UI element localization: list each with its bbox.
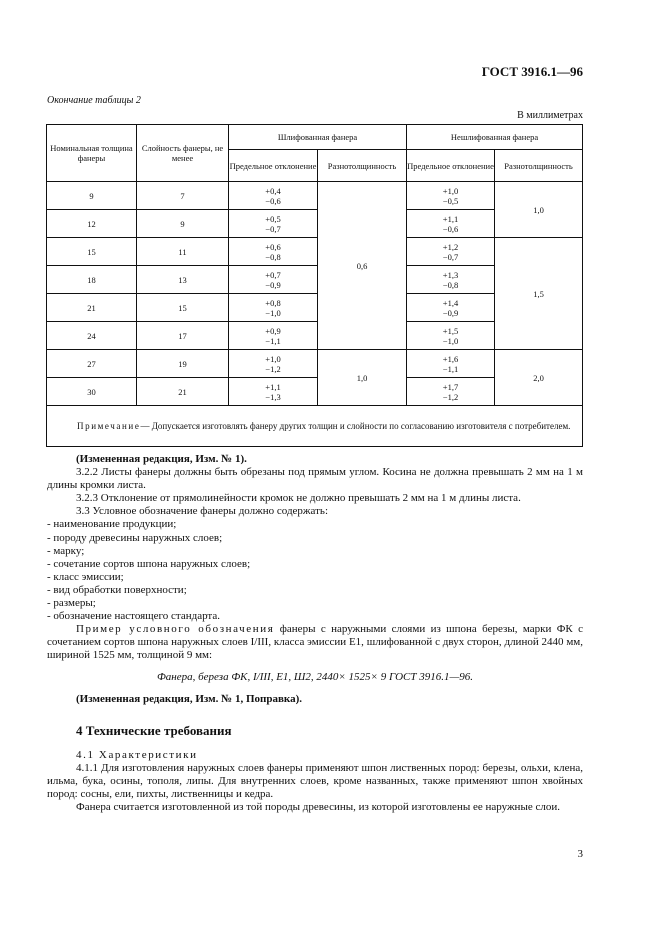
cell-thickness: 15 <box>47 238 137 266</box>
list-item: - марку; <box>47 544 85 557</box>
header-nominal-thickness: Номинальная толщина фанеры <box>47 125 137 182</box>
cell-layers: 7 <box>137 182 229 210</box>
deviation-minus: −1,1 <box>265 335 281 346</box>
table-row <box>47 350 583 378</box>
cell-thickness: 24 <box>47 322 137 350</box>
deviation-plus: +0,9 <box>265 325 281 336</box>
deviation-minus: −1,3 <box>265 391 281 402</box>
deviation-minus: −0,8 <box>265 251 281 262</box>
deviation-plus: +1,3 <box>442 269 459 280</box>
deviation-plus: +1,1 <box>442 213 459 224</box>
paragraph-3-2-3: 3.2.3 Отклонение от прямолинейности кромок не должно превышать 2 мм на 1 м длины листа. <box>76 492 521 505</box>
cell-thickness: 30 <box>47 378 137 406</box>
header-sanded: Шлифованная фанера <box>229 125 407 150</box>
cell-sanded-diff-b: 1,0 <box>318 350 407 406</box>
cell-unsanded-diff-b: 1,5 <box>495 238 583 350</box>
deviation-plus: +1,1 <box>265 381 281 392</box>
cell-unsanded-diff-a: 1,0 <box>495 182 583 238</box>
example-text: фанеры с наружными слоями из шпона березы, марки ФК с сочетанием сортов шпона наружных слоев I/III, класса эмиссии Е1, шлифованной с двух сторон, длиной 2440 мм, шириной 1525 мм, толщиной 9 мм: <box>47 623 583 662</box>
deviation-minus: −1,2 <box>265 363 281 374</box>
edit-note-2: (Измененная редакция, Изм. № 1, Поправка). <box>76 692 302 705</box>
deviation-plus: +1,0 <box>265 353 281 364</box>
deviation-minus: −1,1 <box>442 363 459 374</box>
deviation-plus: +0,8 <box>265 297 281 308</box>
section-title: 4 Технические требования <box>76 722 232 738</box>
cell-thickness: 9 <box>47 182 137 210</box>
deviation-minus: −1,0 <box>265 307 281 318</box>
cell-unsanded-deviation <box>407 182 495 210</box>
list-item: - класс эмиссии; <box>47 570 124 583</box>
cell-layers: 11 <box>137 238 229 266</box>
note-label: Примечание <box>77 421 141 431</box>
deviation-plus: +1,7 <box>442 381 459 392</box>
cell-layers: 21 <box>137 378 229 406</box>
cell-unsanded-diff-c: 2,0 <box>495 350 583 406</box>
cell-sanded-deviation <box>229 266 318 294</box>
deviation-minus: −0,7 <box>442 251 459 262</box>
cell-thickness: 18 <box>47 266 137 294</box>
note-text: — Допускается изготовлять фанеру других толщин и слойности по согласованию изготовителя с потребителем. <box>140 421 571 431</box>
plywood-table <box>46 124 583 447</box>
header-sanded-diff: Разнотолщинность <box>318 150 407 182</box>
deviation-minus: −0,7 <box>265 223 281 234</box>
cell-sanded-deviation <box>229 238 318 266</box>
cell-unsanded-deviation <box>407 322 495 350</box>
cell-unsanded-deviation <box>407 266 495 294</box>
deviation-minus: −0,8 <box>442 279 459 290</box>
header-unsanded: Нешлифованная фанера <box>407 125 583 150</box>
cell-sanded-deviation <box>229 378 318 406</box>
cell-layers: 17 <box>137 322 229 350</box>
list-item: - наименование продукции; <box>47 518 177 531</box>
cell-sanded-diff-a: 0,6 <box>318 182 407 350</box>
list-item: - вид обработки поверхности; <box>47 583 187 596</box>
cell-layers: 9 <box>137 210 229 238</box>
header-unsanded-diff: Разнотолщинность <box>495 150 583 182</box>
list-item: - размеры; <box>47 597 96 610</box>
table-note <box>47 406 583 447</box>
list-item: - породу древесины наружных слоев; <box>47 531 223 544</box>
deviation-plus: +1,5 <box>442 325 459 336</box>
paragraph-3-2-2: 3.2.2 Листы фанеры должны быть обрезаны под прямым углом. Косина не должна превышать 2 мм на 1 м длины кромки листа. <box>47 466 583 492</box>
cell-layers: 15 <box>137 294 229 322</box>
cell-sanded-deviation <box>229 322 318 350</box>
deviation-minus: −0,5 <box>442 195 459 206</box>
cell-sanded-deviation <box>229 182 318 210</box>
list-item: - обозначение настоящего стандарта. <box>47 610 221 623</box>
list-item: - сочетание сортов шпона наружных слоев; <box>47 557 251 570</box>
deviation-minus: −1,0 <box>442 335 459 346</box>
cell-layers: 19 <box>137 350 229 378</box>
cell-unsanded-deviation <box>407 294 495 322</box>
designation-formula: Фанера, береза ФК, I/III, Е1, Ш2, 2440× 1525× 9 ГОСТ 3916.1—96. <box>156 670 474 683</box>
standard-header: ГОСТ 3916.1—96 <box>481 64 583 79</box>
cell-sanded-deviation <box>229 210 318 238</box>
deviation-plus: +0,5 <box>265 213 281 224</box>
edit-note-1: (Измененная редакция, Изм. № 1). <box>76 453 247 465</box>
deviation-plus: +0,7 <box>265 269 281 280</box>
deviation-plus: +0,4 <box>265 185 281 196</box>
deviation-plus: +1,4 <box>442 297 459 308</box>
header-sanded-deviation: Предельное отклонение <box>229 150 318 182</box>
paragraph-3-3: 3.3 Условное обозначение фанеры должно содержать: <box>76 505 328 518</box>
cell-layers: 13 <box>137 266 229 294</box>
deviation-minus: −0,9 <box>265 279 281 290</box>
header-unsanded-deviation: Предельное отклонение <box>407 150 495 182</box>
deviation-minus: −0,6 <box>442 223 459 234</box>
document-body <box>47 453 583 814</box>
deviation-plus: +1,2 <box>442 241 459 252</box>
cell-thickness: 12 <box>47 210 137 238</box>
deviation-plus: +1,0 <box>442 185 459 196</box>
designation-example <box>47 623 583 662</box>
cell-unsanded-deviation <box>407 350 495 378</box>
cell-unsanded-deviation <box>407 378 495 406</box>
paragraph-4-1: 4.1 Характеристики <box>76 748 198 761</box>
cell-unsanded-deviation <box>407 238 495 266</box>
deviation-plus: +1,6 <box>442 353 459 364</box>
table-row <box>47 238 583 266</box>
deviation-minus: −1,2 <box>442 391 459 402</box>
header-layers: Слойность фанеры, не менее <box>137 125 229 182</box>
deviation-minus: −0,6 <box>265 195 281 206</box>
table-row <box>47 182 583 210</box>
cell-thickness: 21 <box>47 294 137 322</box>
paragraph-4-1-1: 4.1.1 Для изготовления наружных слоев фанеры применяют шпон лиственных пород: березы, ольхи, клена, ильма, бука, осины, тополя, липы. Для внутренних слоев, кроме названных, также применяют шпон хвойных пород: сосны, ели, пихты, лиственницы и кедра. <box>47 761 583 801</box>
cell-unsanded-deviation <box>407 210 495 238</box>
cell-thickness: 27 <box>47 350 137 378</box>
table-caption: Окончание таблицы 2 <box>47 95 141 106</box>
example-label: Пример условного обозначения <box>76 623 275 636</box>
table-units: В миллиметрах <box>517 110 583 121</box>
paragraph-last: Фанера считается изготовленной из той породы древесины, из которой изготовлены ее наружные слои. <box>76 801 560 814</box>
deviation-minus: −0,9 <box>442 307 459 318</box>
cell-sanded-deviation <box>229 350 318 378</box>
page-number: 3 <box>577 848 583 860</box>
deviation-plus: +0,6 <box>265 241 281 252</box>
cell-sanded-deviation <box>229 294 318 322</box>
